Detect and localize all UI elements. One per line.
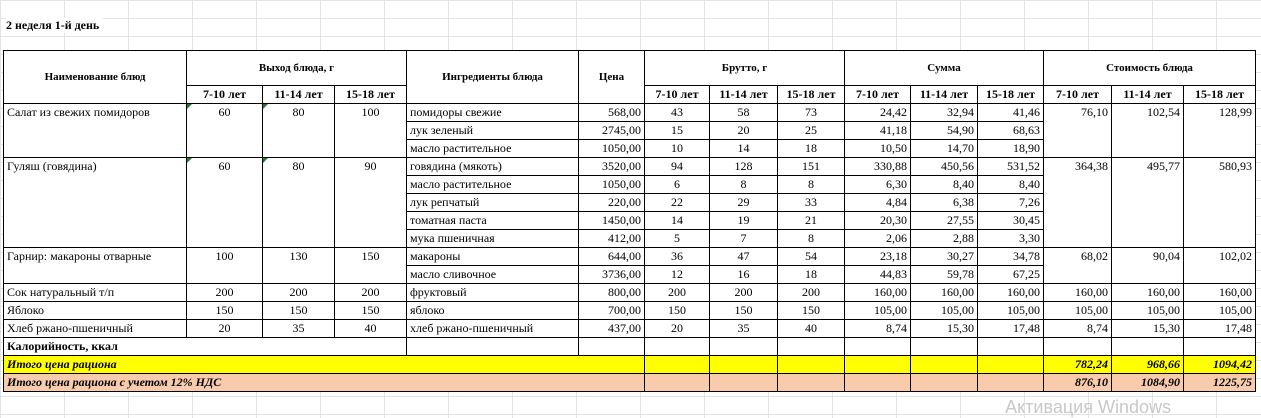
sum-cell[interactable]: 2,88 xyxy=(911,230,978,248)
sum-cell[interactable]: 68,63 xyxy=(978,122,1044,140)
cell[interactable] xyxy=(710,374,778,392)
sum-cell[interactable]: 6,30 xyxy=(845,176,911,194)
total-vat-row xyxy=(4,374,1256,392)
yield-cell[interactable] xyxy=(335,230,407,248)
brutto-cell[interactable]: 43 xyxy=(645,104,710,122)
header-dish-name[interactable]: Наименование блюд xyxy=(4,51,187,104)
cost-cell[interactable]: 160,00 xyxy=(1184,284,1256,302)
brutto-cell[interactable]: 150 xyxy=(710,302,778,320)
cost-cell[interactable] xyxy=(1044,230,1112,248)
yield-cell[interactable]: 150 xyxy=(187,302,263,320)
brutto-cell[interactable]: 8 xyxy=(710,176,778,194)
yield-cell[interactable]: 35 xyxy=(263,320,335,338)
brutto-cell[interactable]: 54 xyxy=(778,248,845,266)
brutto-cell[interactable]: 8 xyxy=(778,230,845,248)
price-cell[interactable]: 800,00 xyxy=(579,284,645,302)
brutto-cell[interactable]: 12 xyxy=(645,266,710,284)
dish-name-cell[interactable]: Яблоко xyxy=(4,302,187,320)
cell[interactable] xyxy=(778,338,845,356)
cost-cell[interactable] xyxy=(1044,122,1112,140)
yield-cell[interactable]: 150 xyxy=(335,302,407,320)
header-age-group[interactable]: 7-10 лет xyxy=(187,86,263,104)
brutto-cell[interactable]: 6 xyxy=(645,176,710,194)
header-sum[interactable]: Сумма xyxy=(845,51,1044,86)
brutto-cell[interactable]: 150 xyxy=(778,302,845,320)
brutto-cell[interactable]: 25 xyxy=(778,122,845,140)
price-cell[interactable]: 1450,00 xyxy=(579,212,645,230)
brutto-cell[interactable]: 151 xyxy=(778,158,845,176)
table-row xyxy=(4,158,1256,176)
sum-cell[interactable]: 330,88 xyxy=(845,158,911,176)
menu-cost-table xyxy=(3,50,1256,392)
sum-cell[interactable]: 67,25 xyxy=(978,266,1044,284)
sum-cell[interactable]: 160,00 xyxy=(911,284,978,302)
cost-cell[interactable] xyxy=(1044,140,1112,158)
ingredient-cell[interactable]: макароны xyxy=(407,248,579,266)
sum-cell[interactable]: 3,30 xyxy=(978,230,1044,248)
brutto-cell[interactable]: 7 xyxy=(710,230,778,248)
sum-cell[interactable]: 34,78 xyxy=(978,248,1044,266)
ingredient-cell[interactable]: помидоры свежие xyxy=(407,104,579,122)
cost-cell[interactable] xyxy=(1044,212,1112,230)
ingredient-cell[interactable]: томатная паста xyxy=(407,212,579,230)
cost-cell[interactable]: 8,74 xyxy=(1044,320,1112,338)
sum-cell[interactable]: 14,70 xyxy=(911,140,978,158)
yield-cell[interactable] xyxy=(187,176,263,194)
cost-cell[interactable]: 160,00 xyxy=(1112,284,1184,302)
cell[interactable] xyxy=(845,356,911,374)
sum-cell[interactable]: 41,18 xyxy=(845,122,911,140)
calories-label[interactable]: Калорийность, ккал xyxy=(4,338,407,356)
dish-name-cell[interactable]: Салат из свежих помидоров xyxy=(4,104,187,122)
cost-cell[interactable] xyxy=(1112,230,1184,248)
brutto-cell[interactable]: 14 xyxy=(710,140,778,158)
cost-cell[interactable] xyxy=(1112,122,1184,140)
price-cell[interactable]: 644,00 xyxy=(579,248,645,266)
price-cell[interactable]: 3736,00 xyxy=(579,266,645,284)
cell[interactable] xyxy=(845,374,911,392)
cost-cell[interactable]: 105,00 xyxy=(1184,302,1256,320)
cost-cell[interactable] xyxy=(1112,194,1184,212)
price-cell[interactable]: 1050,00 xyxy=(579,140,645,158)
dish-name-cell[interactable]: Гуляш (говядина) xyxy=(4,158,187,176)
brutto-cell[interactable]: 35 xyxy=(710,320,778,338)
sum-cell[interactable]: 30,27 xyxy=(911,248,978,266)
yield-cell[interactable] xyxy=(335,266,407,284)
brutto-cell[interactable]: 94 xyxy=(645,158,710,176)
ingredient-cell[interactable]: масло растительное xyxy=(407,176,579,194)
brutto-cell[interactable]: 5 xyxy=(645,230,710,248)
sum-cell[interactable]: 10,50 xyxy=(845,140,911,158)
sum-cell[interactable]: 105,00 xyxy=(978,302,1044,320)
sum-cell[interactable]: 4,84 xyxy=(845,194,911,212)
cost-cell[interactable] xyxy=(1184,212,1256,230)
brutto-cell[interactable]: 58 xyxy=(710,104,778,122)
calories-row xyxy=(4,338,1256,356)
brutto-cell[interactable]: 20 xyxy=(645,320,710,338)
sum-cell[interactable]: 160,00 xyxy=(845,284,911,302)
table-row xyxy=(4,248,1256,266)
price-cell[interactable]: 2745,00 xyxy=(579,122,645,140)
cell[interactable] xyxy=(978,374,1044,392)
table-row xyxy=(4,302,1256,320)
brutto-cell[interactable]: 40 xyxy=(778,320,845,338)
brutto-cell[interactable]: 22 xyxy=(645,194,710,212)
header-age-group[interactable]: 7-10 лет xyxy=(645,86,710,104)
cell[interactable] xyxy=(407,338,579,356)
brutto-cell[interactable]: 18 xyxy=(778,140,845,158)
cell[interactable] xyxy=(645,356,710,374)
ingredient-cell[interactable]: масло растительное xyxy=(407,140,579,158)
sum-cell[interactable]: 8,40 xyxy=(911,176,978,194)
header-age-group[interactable]: 11-14 лет xyxy=(1112,86,1184,104)
yield-cell[interactable] xyxy=(187,230,263,248)
sum-cell[interactable]: 531,52 xyxy=(978,158,1044,176)
brutto-cell[interactable]: 14 xyxy=(645,212,710,230)
total-vat-row-value[interactable]: 1225,75 xyxy=(1184,374,1256,392)
total-vat-row-value[interactable]: 1084,90 xyxy=(1112,374,1184,392)
yield-cell[interactable]: 130 xyxy=(263,248,335,266)
header-age-group[interactable]: 7-10 лет xyxy=(845,86,911,104)
sum-cell[interactable]: 59,78 xyxy=(911,266,978,284)
yield-cell[interactable] xyxy=(335,122,407,140)
dish-name-cell[interactable]: Сок натуральный т/п xyxy=(4,284,187,302)
yield-cell[interactable] xyxy=(335,194,407,212)
yield-cell[interactable]: 150 xyxy=(263,302,335,320)
cost-cell[interactable]: 580,93 xyxy=(1184,158,1256,176)
total-row-value[interactable]: 968,66 xyxy=(1112,356,1184,374)
cell[interactable] xyxy=(710,338,778,356)
sheet-title[interactable]: 2 неделя 1-й день xyxy=(6,18,103,33)
cost-cell[interactable]: 68,02 xyxy=(1044,248,1112,266)
brutto-cell[interactable]: 21 xyxy=(778,212,845,230)
brutto-cell[interactable]: 16 xyxy=(710,266,778,284)
sum-cell[interactable]: 24,42 xyxy=(845,104,911,122)
brutto-cell[interactable]: 128 xyxy=(710,158,778,176)
yield-cell[interactable]: 200 xyxy=(335,284,407,302)
cost-cell[interactable] xyxy=(1112,140,1184,158)
price-cell[interactable]: 1050,00 xyxy=(579,176,645,194)
brutto-cell[interactable]: 200 xyxy=(645,284,710,302)
header-age-group[interactable]: 15-18 лет xyxy=(335,86,407,104)
price-cell[interactable]: 437,00 xyxy=(579,320,645,338)
table-row xyxy=(4,212,1256,230)
yield-cell[interactable] xyxy=(263,140,335,158)
dish-name-cell[interactable] xyxy=(4,140,187,158)
dish-name-cell[interactable] xyxy=(4,266,187,284)
cost-cell[interactable] xyxy=(1112,266,1184,284)
total-vat-row-value[interactable]: 876,10 xyxy=(1044,374,1112,392)
cost-cell[interactable]: 102,02 xyxy=(1184,248,1256,266)
sum-cell[interactable]: 105,00 xyxy=(911,302,978,320)
cell[interactable] xyxy=(1184,338,1256,356)
cell[interactable] xyxy=(978,338,1044,356)
yield-cell[interactable] xyxy=(263,194,335,212)
cost-cell[interactable]: 495,77 xyxy=(1112,158,1184,176)
header-brutto[interactable]: Брутто, г xyxy=(645,51,845,86)
cell[interactable] xyxy=(1112,338,1184,356)
yield-cell[interactable] xyxy=(187,122,263,140)
cell[interactable] xyxy=(778,374,845,392)
header-ingredients[interactable]: Ингредиенты блюда xyxy=(407,51,579,104)
table-row xyxy=(4,230,1256,248)
header-price[interactable]: Цена xyxy=(579,51,645,104)
cost-cell[interactable] xyxy=(1044,266,1112,284)
brutto-cell[interactable]: 29 xyxy=(710,194,778,212)
yield-cell[interactable]: 100 xyxy=(335,104,407,122)
cost-cell[interactable] xyxy=(1184,122,1256,140)
brutto-cell[interactable]: 19 xyxy=(710,212,778,230)
table-row xyxy=(4,266,1256,284)
brutto-cell[interactable]: 10 xyxy=(645,140,710,158)
ingredient-cell[interactable]: хлеб ржано-пшеничный xyxy=(407,320,579,338)
sum-cell[interactable]: 8,40 xyxy=(978,176,1044,194)
yield-cell[interactable]: 150 xyxy=(335,248,407,266)
yield-cell[interactable] xyxy=(187,266,263,284)
dish-name-cell[interactable] xyxy=(4,230,187,248)
cost-cell[interactable] xyxy=(1184,194,1256,212)
table-row xyxy=(4,284,1256,302)
cell[interactable] xyxy=(645,374,710,392)
brutto-cell[interactable]: 200 xyxy=(710,284,778,302)
ingredient-cell[interactable]: мука пшеничная xyxy=(407,230,579,248)
ingredient-cell[interactable]: фруктовый xyxy=(407,284,579,302)
cost-cell[interactable]: 364,38 xyxy=(1044,158,1112,176)
yield-cell[interactable]: 80 xyxy=(263,158,335,176)
brutto-cell[interactable]: 20 xyxy=(710,122,778,140)
total-vat-row-label[interactable]: Итого цена рациона с учетом 12% НДС xyxy=(4,374,645,392)
header-age-group[interactable]: 15-18 лет xyxy=(978,86,1044,104)
brutto-cell[interactable]: 36 xyxy=(645,248,710,266)
dish-name-cell[interactable] xyxy=(4,194,187,212)
cost-cell[interactable] xyxy=(1112,176,1184,194)
cost-cell[interactable] xyxy=(1184,266,1256,284)
brutto-cell[interactable]: 18 xyxy=(778,266,845,284)
cell[interactable] xyxy=(1044,338,1112,356)
brutto-cell[interactable]: 8 xyxy=(778,176,845,194)
sum-cell[interactable]: 44,83 xyxy=(845,266,911,284)
cost-cell[interactable]: 102,54 xyxy=(1112,104,1184,122)
sum-cell[interactable]: 30,45 xyxy=(978,212,1044,230)
table-row xyxy=(4,320,1256,338)
brutto-cell[interactable]: 33 xyxy=(778,194,845,212)
cell[interactable] xyxy=(845,338,911,356)
sum-cell[interactable]: 105,00 xyxy=(845,302,911,320)
sum-cell[interactable]: 160,00 xyxy=(978,284,1044,302)
total-row-value[interactable]: 782,24 xyxy=(1044,356,1112,374)
cost-cell[interactable]: 105,00 xyxy=(1112,302,1184,320)
sum-cell[interactable]: 32,94 xyxy=(911,104,978,122)
cost-cell[interactable] xyxy=(1044,176,1112,194)
cost-cell[interactable]: 128,99 xyxy=(1184,104,1256,122)
price-cell[interactable]: 700,00 xyxy=(579,302,645,320)
total-row-label[interactable]: Итого цена рациона xyxy=(4,356,645,374)
sum-cell[interactable]: 27,55 xyxy=(911,212,978,230)
table-row xyxy=(4,194,1256,212)
header-age-group[interactable]: 11-14 лет xyxy=(911,86,978,104)
header-cost[interactable]: Стоимость блюда xyxy=(1044,51,1256,86)
sum-cell[interactable]: 23,18 xyxy=(845,248,911,266)
dish-name-cell[interactable] xyxy=(4,176,187,194)
cost-cell[interactable]: 17,48 xyxy=(1184,320,1256,338)
brutto-cell[interactable]: 47 xyxy=(710,248,778,266)
sum-cell[interactable]: 2,06 xyxy=(845,230,911,248)
total-row-value[interactable]: 1094,42 xyxy=(1184,356,1256,374)
cell[interactable] xyxy=(579,338,645,356)
header-age-group[interactable]: 11-14 лет xyxy=(710,86,778,104)
yield-cell[interactable] xyxy=(335,176,407,194)
cell[interactable] xyxy=(978,356,1044,374)
ingredient-cell[interactable]: яблоко xyxy=(407,302,579,320)
table-row xyxy=(4,176,1256,194)
yield-cell[interactable]: 90 xyxy=(335,158,407,176)
cost-cell[interactable] xyxy=(1184,140,1256,158)
yield-cell[interactable] xyxy=(187,140,263,158)
header-age-group[interactable]: 15-18 лет xyxy=(778,86,845,104)
cell[interactable] xyxy=(911,374,978,392)
ingredient-cell[interactable]: лук репчатый xyxy=(407,194,579,212)
sum-cell[interactable]: 17,48 xyxy=(978,320,1044,338)
cost-cell[interactable]: 76,10 xyxy=(1044,104,1112,122)
yield-cell[interactable] xyxy=(335,140,407,158)
sum-cell[interactable]: 7,26 xyxy=(978,194,1044,212)
yield-cell[interactable]: 80 xyxy=(263,104,335,122)
cost-cell[interactable]: 90,04 xyxy=(1112,248,1184,266)
windows-activation-watermark: Активация Windows xyxy=(1005,397,1171,417)
dish-name-cell[interactable] xyxy=(4,122,187,140)
sum-cell[interactable]: 450,56 xyxy=(911,158,978,176)
yield-cell[interactable]: 200 xyxy=(187,284,263,302)
cost-cell[interactable] xyxy=(1112,212,1184,230)
yield-cell[interactable] xyxy=(187,194,263,212)
table-row xyxy=(4,104,1256,122)
header-yield[interactable]: Выход блюда, г xyxy=(187,51,407,86)
cost-cell[interactable] xyxy=(1184,230,1256,248)
total-row xyxy=(4,356,1256,374)
yield-cell[interactable] xyxy=(187,212,263,230)
yield-cell[interactable]: 20 xyxy=(187,320,263,338)
yield-cell[interactable]: 40 xyxy=(335,320,407,338)
cost-cell[interactable] xyxy=(1044,194,1112,212)
sum-cell[interactable]: 20,30 xyxy=(845,212,911,230)
header-age-group[interactable]: 7-10 лет xyxy=(1044,86,1112,104)
cost-cell[interactable] xyxy=(1184,176,1256,194)
sum-cell[interactable]: 6,38 xyxy=(911,194,978,212)
cost-cell[interactable]: 105,00 xyxy=(1044,302,1112,320)
yield-cell[interactable]: 100 xyxy=(187,248,263,266)
cell[interactable] xyxy=(911,356,978,374)
yield-cell[interactable] xyxy=(335,212,407,230)
dish-name-cell[interactable] xyxy=(4,212,187,230)
brutto-cell[interactable]: 15 xyxy=(645,122,710,140)
table-row xyxy=(4,140,1256,158)
sum-cell[interactable]: 54,90 xyxy=(911,122,978,140)
cost-cell[interactable]: 15,30 xyxy=(1112,320,1184,338)
header-age-group[interactable]: 15-18 лет xyxy=(1184,86,1256,104)
dish-name-cell[interactable]: Хлеб ржано-пшеничный xyxy=(4,320,187,338)
header-age-group[interactable]: 11-14 лет xyxy=(263,86,335,104)
yield-cell[interactable] xyxy=(263,122,335,140)
brutto-cell[interactable]: 200 xyxy=(778,284,845,302)
yield-cell[interactable]: 60 xyxy=(187,158,263,176)
yield-cell[interactable] xyxy=(263,176,335,194)
price-cell[interactable]: 220,00 xyxy=(579,194,645,212)
cell[interactable] xyxy=(778,356,845,374)
cell[interactable] xyxy=(911,338,978,356)
ingredient-cell[interactable]: масло сливочное xyxy=(407,266,579,284)
sum-cell[interactable]: 15,30 xyxy=(911,320,978,338)
price-cell[interactable]: 412,00 xyxy=(579,230,645,248)
cell[interactable] xyxy=(710,356,778,374)
yield-cell[interactable] xyxy=(263,230,335,248)
dish-name-cell[interactable]: Гарнир: макароны отварные xyxy=(4,248,187,266)
table-row xyxy=(4,122,1256,140)
sum-cell[interactable]: 8,74 xyxy=(845,320,911,338)
yield-cell[interactable]: 200 xyxy=(263,284,335,302)
sum-cell[interactable]: 41,46 xyxy=(978,104,1044,122)
yield-cell[interactable] xyxy=(263,266,335,284)
ingredient-cell[interactable]: говядина (мякоть) xyxy=(407,158,579,176)
cell[interactable] xyxy=(645,338,710,356)
cost-cell[interactable]: 160,00 xyxy=(1044,284,1112,302)
price-cell[interactable]: 3520,00 xyxy=(579,158,645,176)
price-cell[interactable]: 568,00 xyxy=(579,104,645,122)
brutto-cell[interactable]: 150 xyxy=(645,302,710,320)
ingredient-cell[interactable]: лук зеленый xyxy=(407,122,579,140)
yield-cell[interactable]: 60 xyxy=(187,104,263,122)
sum-cell[interactable]: 18,90 xyxy=(978,140,1044,158)
brutto-cell[interactable]: 73 xyxy=(778,104,845,122)
yield-cell[interactable] xyxy=(263,212,335,230)
